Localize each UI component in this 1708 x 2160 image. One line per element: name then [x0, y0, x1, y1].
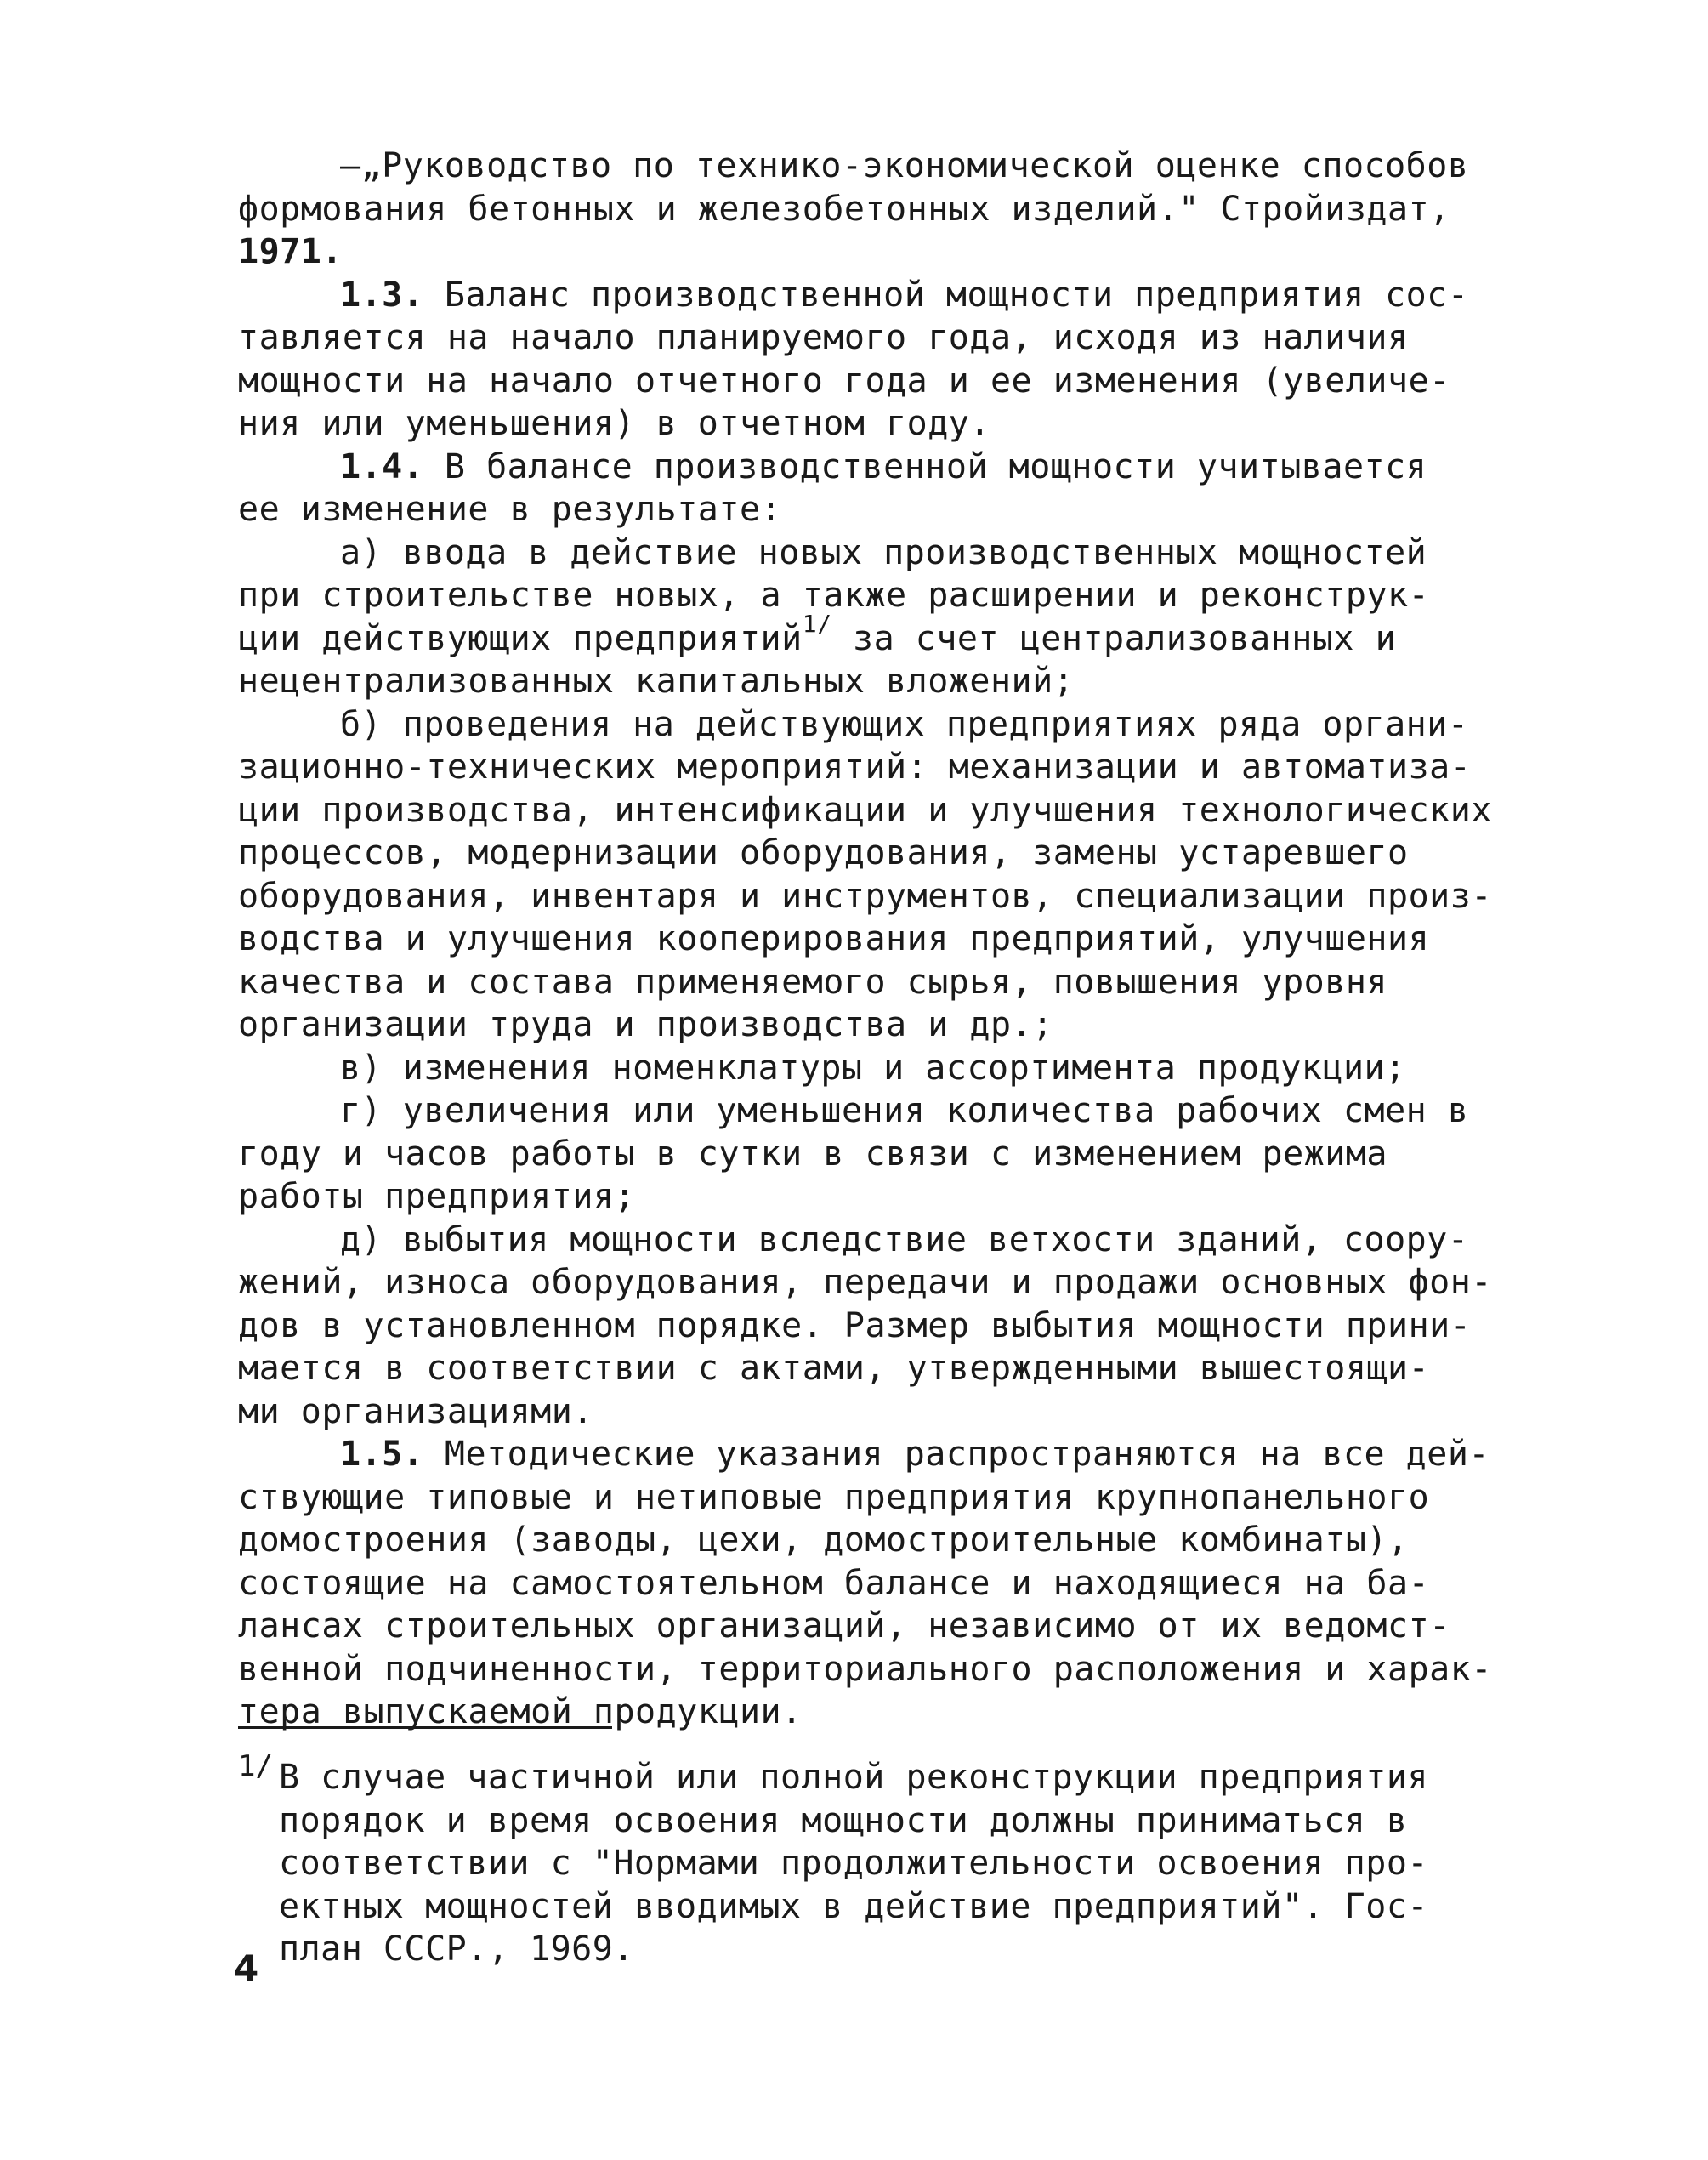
text-line [238, 1133, 1488, 1176]
text-line [238, 145, 1488, 188]
footnote-line: соответствии с "Нормами продолжительности освоения про- [279, 1844, 1429, 1883]
text-line-content: году и часов работы в сутки в связи с изменением режима [238, 1134, 1388, 1174]
text-line [238, 918, 1488, 961]
section-number: 1.4. [340, 446, 424, 486]
text-line-content: мощности на начало отчетного года и ее изменения (увеличе- [238, 361, 1450, 401]
text-line-content: при строительстве новых, а также расширении и реконструк- [238, 576, 1430, 615]
section-number: 1.3. [340, 275, 424, 315]
footnote-marker: 1/ [238, 1749, 273, 1783]
text-line [238, 1175, 1488, 1219]
footnote [238, 1749, 1488, 1971]
text-line-content: жений, износа оборудования, передачи и продажи основных фон- [238, 1263, 1492, 1302]
text-line-content: ми организациями. [238, 1391, 593, 1431]
text-line [238, 660, 1488, 703]
text-line-content: в) изменения номенклатуры и ассортимента продукции; [340, 1048, 1406, 1088]
footnote-separator [238, 1726, 612, 1729]
page-number: 4 [234, 1947, 259, 1989]
text-line [238, 402, 1488, 446]
text-line [238, 1261, 1492, 1305]
text-line-content: нецентрализованных капитальных вложений; [238, 662, 1075, 701]
text-line-content: качества и состава применяемого сырья, повышения уровня [238, 962, 1388, 1002]
footnote-line: В случае частичной или полной реконструкции предприятия [279, 1758, 1429, 1797]
text-line [238, 610, 1488, 661]
text-line-content: 1.5. Методические указания распространяются на все дей- [340, 1435, 1490, 1474]
text-line [238, 746, 1488, 789]
text-line [238, 488, 1488, 531]
text-line [238, 230, 1488, 274]
text-line-content: 1.3. Баланс производственной мощности предприятия сос- [340, 275, 1469, 315]
text-line [238, 789, 1492, 833]
text-line-content: тера выпускаемой продукции. [238, 1692, 803, 1731]
text-line-content: дов в установленном порядке. Размер выбытия мощности прини- [238, 1305, 1472, 1345]
section-number: 1971. [238, 232, 343, 271]
text-line-content: д) выбытия мощности вследствие ветхости зданий, соору- [340, 1219, 1469, 1259]
footnote-line: ектных мощностей вводимых в действие предприятий". Гос- [279, 1886, 1429, 1926]
text-line-content: состоящие на самостоятельном балансе и находящиеся на ба- [238, 1563, 1430, 1603]
text-line [238, 1648, 1492, 1691]
text-line [238, 446, 1488, 489]
text-line-content: домостроения (заводы, цехи, домостроительные комбинаты), [238, 1521, 1409, 1560]
footnote-text [238, 1756, 1488, 1971]
text-line-continuation: за счет централизованных и [831, 618, 1397, 658]
text-line-content: оборудования, инвентаря и инструментов, специализации произ- [238, 876, 1492, 916]
text-line [238, 1305, 1488, 1348]
text-line-content: ее изменение в результате: [238, 490, 782, 529]
text-line [238, 274, 1488, 317]
text-line [238, 1390, 1488, 1434]
text-line-content: мается в соответствии с актами, утвержденными вышестоящи- [238, 1349, 1430, 1388]
text-line [238, 875, 1492, 918]
text-line-content: –„Руководство по технико-экономической оценке способов [340, 146, 1469, 185]
footnote-line: план СССР., 1969. [279, 1930, 634, 1969]
text-line-content: формования бетонных и железобетонных изделий." Стройиздат, [238, 189, 1450, 229]
text-line [238, 574, 1488, 617]
text-line-content: процессов, модернизации оборудования, замены устаревшего [238, 833, 1409, 873]
text-line-content: ствующие типовые и нетиповые предприятия крупнопанельного [238, 1477, 1430, 1517]
text-line [238, 1219, 1488, 1262]
text-line-content: ции производства, интенсификации и улучшения технологических [238, 790, 1492, 830]
text-line [238, 961, 1488, 1004]
text-line-content: тавляется на начало планируемого года, исходя из наличия [238, 318, 1409, 357]
text-line-content: лансах строительных организаций, независимо от их ведомст- [238, 1606, 1450, 1646]
section-number: 1.5. [340, 1435, 424, 1474]
text-line-content: а) ввода в действие новых производственных мощностей [340, 532, 1427, 572]
text-line [238, 531, 1488, 575]
text-line-content: организации труда и производства и др.; [238, 1005, 1053, 1044]
text-line [238, 1089, 1488, 1133]
text-line-content: ния или уменьшения) в отчетном году. [238, 404, 990, 443]
text-line [238, 1562, 1488, 1606]
text-line-content: ции действующих предприятий [238, 618, 803, 658]
text-line-content: зационно-технических мероприятий: механизации и автоматиза- [238, 747, 1472, 787]
text-line [238, 188, 1488, 231]
text-line [238, 1476, 1488, 1520]
text-line [238, 1003, 1488, 1047]
text-line [238, 1047, 1488, 1090]
footnote-line: порядок и время освоения мощности должны приниматься в [279, 1800, 1408, 1840]
text-line-content [238, 232, 343, 271]
text-line-content: б) проведения на действующих предприятиях ряда органи- [340, 704, 1469, 744]
text-line [238, 1605, 1488, 1648]
text-line [238, 1347, 1488, 1390]
text-line [238, 703, 1488, 747]
document-body [238, 145, 1492, 1734]
footnote-reference: 1/ [802, 610, 832, 639]
text-line-content: венной подчиненности, территориального расположения и харак- [238, 1649, 1492, 1689]
text-line-content: г) увеличения или уменьшения количества рабочих смен в [340, 1091, 1469, 1130]
text-line [238, 832, 1488, 875]
text-line-content: работы предприятия; [238, 1177, 636, 1216]
text-line [238, 316, 1488, 360]
text-line-content: 1.4. В балансе производственной мощности учитывается [340, 446, 1427, 486]
text-line [238, 360, 1488, 403]
text-line [238, 1519, 1488, 1562]
text-line-content: водства и улучшения кооперирования предприятий, улучшения [238, 919, 1430, 958]
text-line [238, 1433, 1488, 1476]
